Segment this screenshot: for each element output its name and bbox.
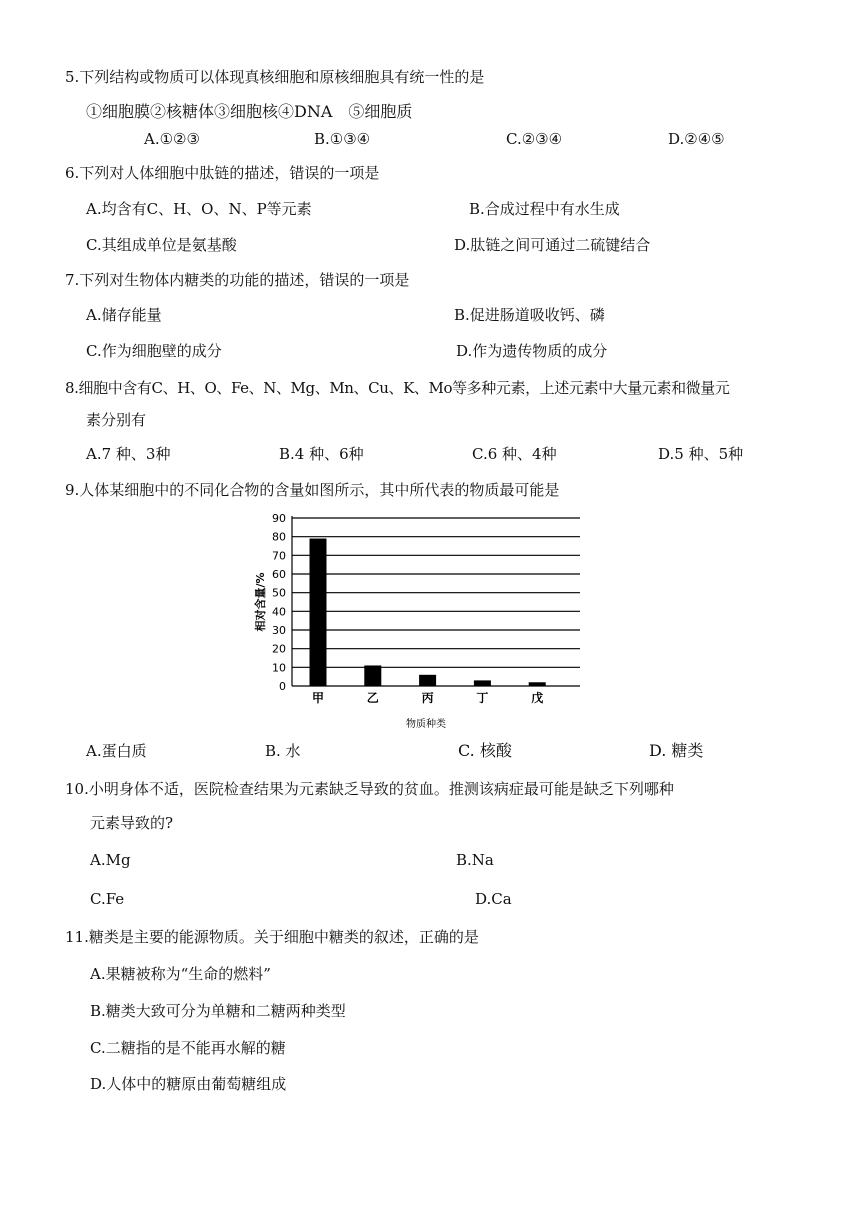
q6-option-a[interactable]: A.均含有C、H、O、N、P等元素 [86, 200, 312, 218]
q7-option-c[interactable]: C.作为细胞壁的成分 [86, 342, 222, 360]
y-tick-label: 80 [272, 530, 286, 544]
q5-option-b[interactable]: B.①③④ [314, 130, 371, 148]
q11-option-a[interactable]: A.果糖被称为“生命的燃料” [90, 965, 271, 983]
q11-option-c[interactable]: C.二糖指的是不能再水解的糖 [90, 1039, 286, 1057]
x-tick-label: 丁 [476, 691, 489, 705]
q6-option-b[interactable]: B.合成过程中有水生成 [469, 200, 620, 218]
q9-option-c[interactable]: C. 核酸 [458, 741, 512, 760]
q11-option-d[interactable]: D.人体中的糖原由葡萄糖组成 [90, 1075, 287, 1093]
q8-option-a[interactable]: A.7 种、3种 [86, 445, 171, 463]
y-tick-label: 40 [272, 605, 286, 619]
y-tick-label: 20 [272, 642, 286, 656]
q10-option-a[interactable]: A.Mg [90, 851, 131, 869]
q8-option-c[interactable]: C.6 种、4种 [472, 445, 557, 463]
q6-option-d[interactable]: D.肽链之间可通过二硫键结合 [454, 236, 651, 254]
q9-option-b[interactable]: B. 水 [265, 742, 301, 760]
bar-戊 [529, 682, 546, 686]
q10-option-d[interactable]: D.Ca [475, 890, 512, 908]
q7-option-a[interactable]: A.储存能量 [86, 306, 162, 324]
q10-stem-line1: 10.小明身体不适，医院检查结果为元素缺乏导致的贫血。推测该病症最可能是缺乏下列哪种 [65, 780, 674, 798]
q11-option-b[interactable]: B.糖类大致可分为单糖和二糖两种类型 [90, 1002, 346, 1020]
q10-stem-line2: 元素导致的? [90, 814, 174, 832]
q6-option-c[interactable]: C.其组成单位是氨基酸 [86, 236, 237, 254]
q7-option-b[interactable]: B.促进肠道吸收钙、磷 [454, 306, 605, 324]
q11-stem: 11.糖类是主要的能源物质。关于细胞中糖类的叙述，正确的是 [65, 928, 479, 946]
q5-option-c[interactable]: C.②③④ [506, 130, 563, 148]
y-tick-label: 30 [272, 624, 286, 637]
x-tick-label: 丙 [421, 691, 434, 705]
y-axis-title: 相对含量/% [254, 572, 267, 632]
q8-stem-line2: 素分别有 [86, 411, 147, 429]
x-tick-label: 乙 [366, 691, 379, 705]
q8-option-d[interactable]: D.5 种、5种 [658, 445, 744, 463]
q7-stem: 7.下列对生物体内糖类的功能的描述，错误的一项是 [65, 271, 410, 289]
q9-stem: 9.人体某细胞中的不同化合物的含量如图所示，其中所代表的物质最可能是 [65, 481, 560, 499]
content-bar-chart [250, 505, 590, 735]
y-tick-label: 50 [272, 586, 286, 600]
q9-option-a[interactable]: A.蛋白质 [86, 742, 147, 760]
bar-甲 [310, 539, 327, 686]
q8-stem-line1: 8.细胞中含有C、H、O、Fe、N、Mg、Mn、Cu、K、Mo等多种元素，上述元素中大量元素和微量元 [65, 379, 730, 397]
q9-option-d[interactable]: D. 糖类 [649, 741, 704, 760]
q5-stem: 5.下列结构或物质可以体现真核细胞和原核细胞具有统一性的是 [65, 68, 485, 86]
bar-丙 [419, 675, 436, 686]
bar-丁 [474, 680, 491, 686]
x-tick-label: 戊 [531, 691, 544, 705]
bar-乙 [364, 665, 381, 686]
x-axis-title: 物质种类 [406, 719, 446, 730]
q8-option-b[interactable]: B.4 种、6种 [279, 445, 364, 463]
chart-svg [250, 505, 590, 735]
y-tick-label: 0 [279, 680, 286, 693]
y-tick-label: 70 [272, 549, 286, 563]
q10-option-c[interactable]: C.Fe [90, 890, 125, 908]
y-tick-label: 10 [272, 661, 286, 675]
q5-option-d[interactable]: D.②④⑤ [668, 130, 725, 148]
q7-option-d[interactable]: D.作为遗传物质的成分 [456, 342, 608, 360]
q10-option-b[interactable]: B.Na [456, 851, 494, 869]
x-tick-label: 甲 [311, 691, 325, 705]
q6-stem: 6.下列对人体细胞中肽链的描述，错误的一项是 [65, 164, 380, 182]
y-tick-label: 60 [272, 568, 286, 581]
q5-option-a[interactable]: A.①②③ [144, 130, 200, 148]
q5-items: ①细胞膜②核糖体③细胞核④DNA ⑤细胞质 [86, 102, 413, 121]
y-tick-label: 90 [272, 512, 286, 525]
